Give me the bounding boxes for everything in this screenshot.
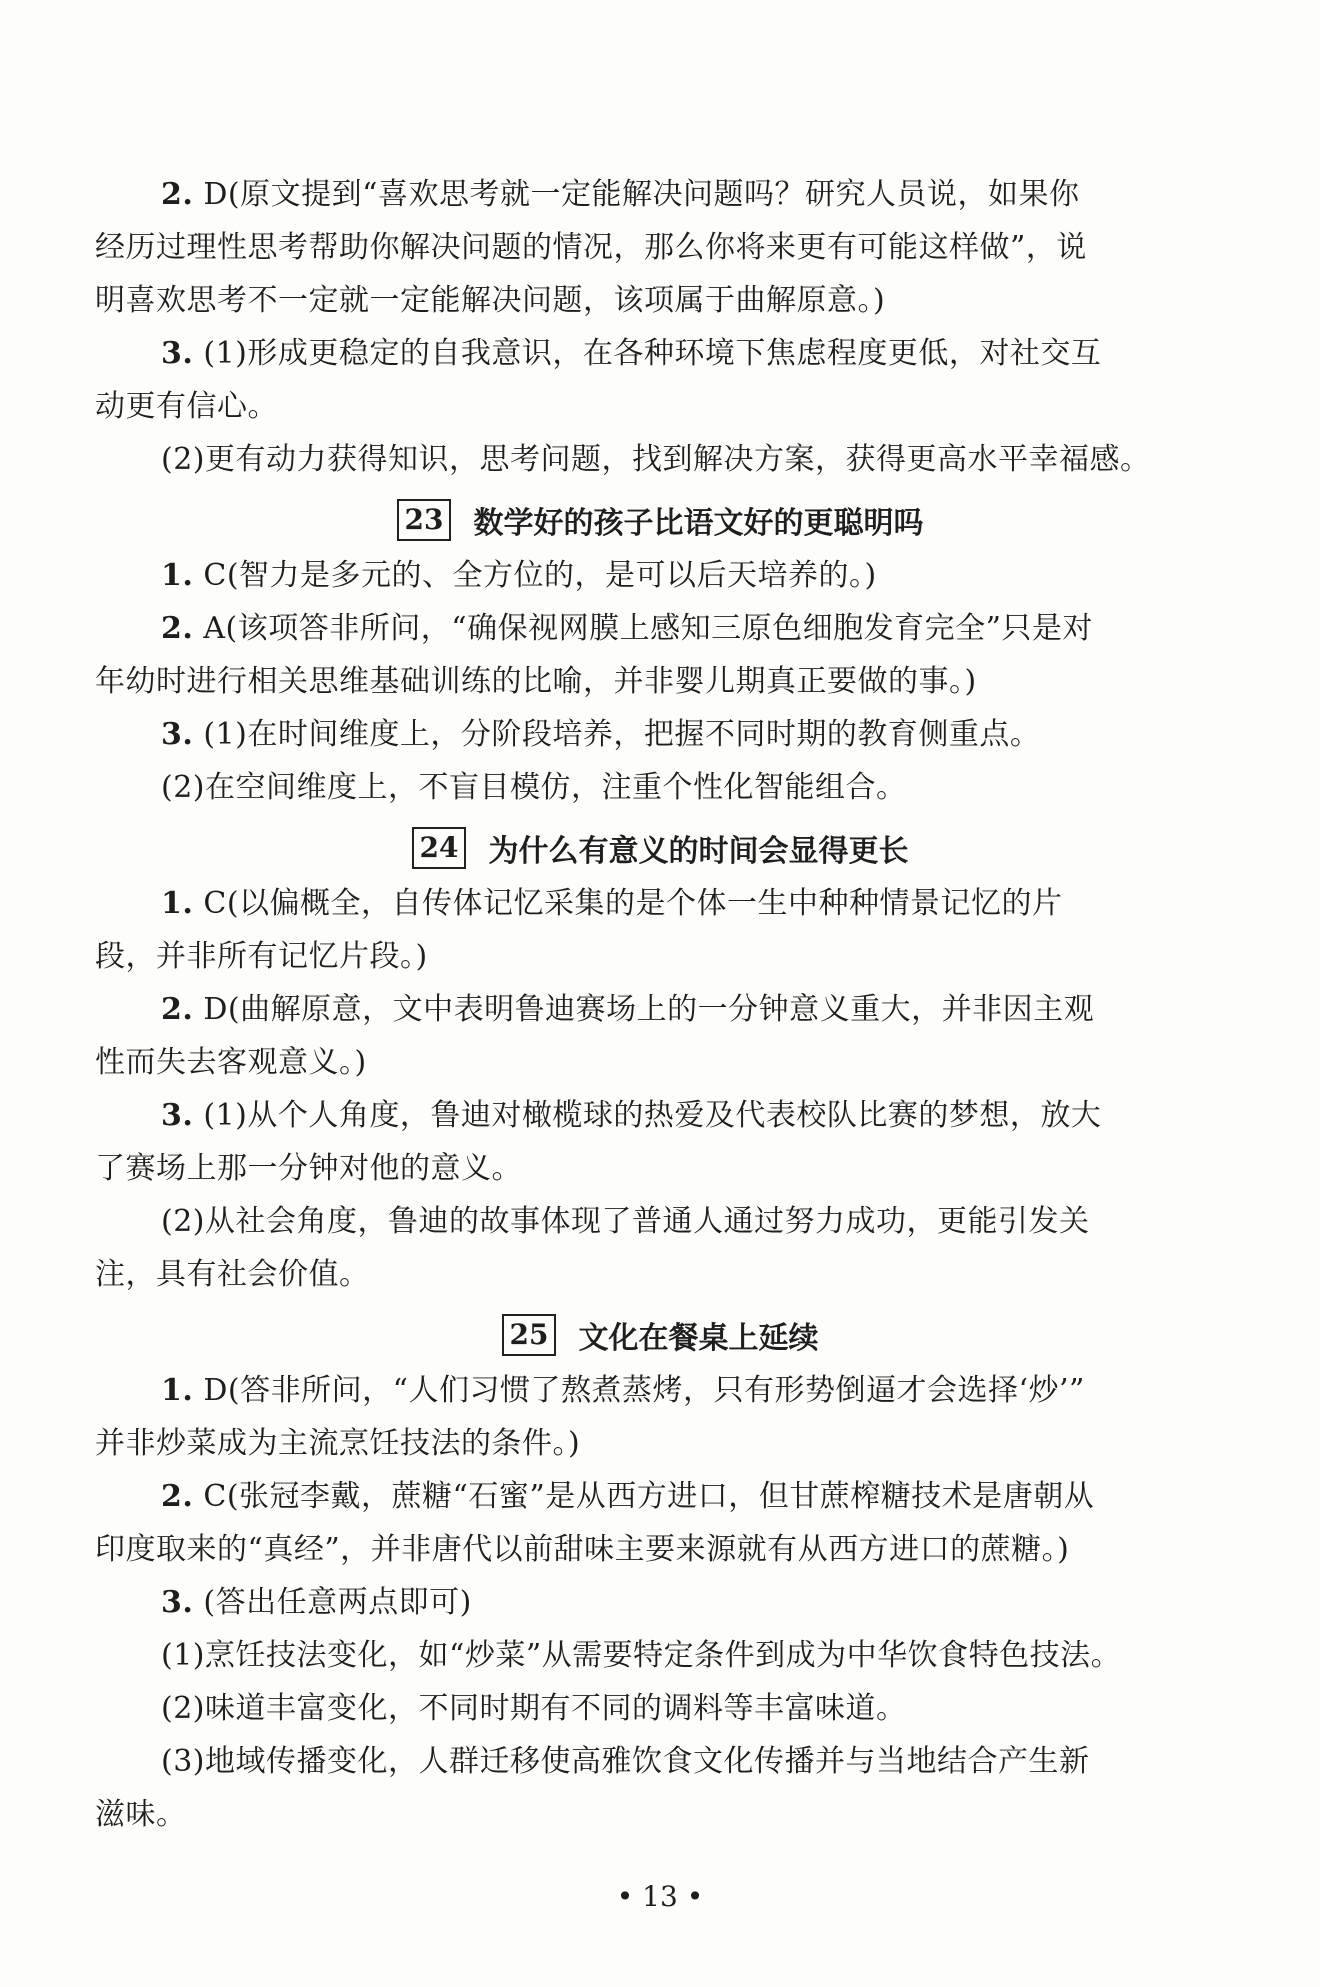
section-heading bbox=[95, 487, 1225, 552]
answer-text: (答出任意两点即可) bbox=[203, 1585, 472, 1620]
answer-text: D(原文提到“喜欢思考就一定能解决问题吗？研究人员说，如果你 bbox=[203, 177, 1080, 212]
answer-text: (1)在时间维度上，分阶段培养，把握不同时期的教育侧重点。 bbox=[203, 717, 1041, 752]
answer-text: (2)更有动力获得知识，思考问题，找到解决方案，获得更高水平幸福感。 bbox=[161, 442, 1151, 477]
answer-text: C(智力是多元的、全方位的，是可以后天培养的。) bbox=[203, 558, 877, 593]
answer-line bbox=[95, 281, 1225, 334]
answer-line bbox=[95, 440, 1225, 493]
answer-line bbox=[95, 228, 1225, 281]
answer-text: 性而失去客观意义。) bbox=[95, 1045, 367, 1080]
question-number: 1. bbox=[161, 558, 194, 593]
answer-text: (3)地域传播变化，人群迁移使高雅饮食文化传播并与当地结合产生新 bbox=[161, 1744, 1090, 1779]
section-heading bbox=[95, 815, 1225, 880]
question-number: 3. bbox=[161, 717, 194, 752]
section-number-box: 25 bbox=[502, 1314, 557, 1356]
answer-line bbox=[95, 937, 1225, 990]
answer-text: 滋味。 bbox=[95, 1797, 187, 1832]
answer-text: 了赛场上那一分钟对他的意义。 bbox=[95, 1151, 522, 1186]
answer-line bbox=[95, 715, 1225, 768]
answer-line bbox=[95, 662, 1225, 715]
answer-line bbox=[95, 556, 1225, 609]
answer-text: 印度取来的“真经”，并非唐代以前甜味主要来源就有从西方进口的蔗糖。) bbox=[95, 1532, 1070, 1567]
answer-text: C(张冠李戴，蔗糖“石蜜”是从西方进口，但甘蔗榨糖技术是唐朝从 bbox=[203, 1479, 1095, 1514]
answer-text: A(该项答非所问，“确保视网膜上感知三原色细胞发育完全”只是对 bbox=[203, 611, 1093, 646]
answer-page bbox=[95, 175, 1225, 1848]
answer-line bbox=[95, 1202, 1225, 1255]
answer-line bbox=[95, 334, 1225, 387]
section-title: 数学好的孩子比语文好的更聪明吗 bbox=[473, 505, 924, 541]
answer-text: (1)从个人角度，鲁迪对橄榄球的热爱及代表校队比赛的梦想，放大 bbox=[203, 1098, 1102, 1133]
answer-text: 动更有信心。 bbox=[95, 389, 278, 424]
section-title: 为什么有意义的时间会显得更长 bbox=[488, 833, 909, 869]
answer-line bbox=[95, 1371, 1225, 1424]
section-number-box: 24 bbox=[412, 827, 467, 869]
answer-line bbox=[95, 1477, 1225, 1530]
answer-line bbox=[95, 1742, 1225, 1795]
answer-text: D(曲解原意，文中表明鲁迪赛场上的一分钟意义重大，并非因主观 bbox=[203, 992, 1095, 1027]
answer-line bbox=[95, 1043, 1225, 1096]
question-number: 2. bbox=[161, 1479, 194, 1514]
section-heading bbox=[95, 1302, 1225, 1367]
answer-line bbox=[95, 609, 1225, 662]
answer-line bbox=[95, 1149, 1225, 1202]
answer-text: (1)形成更稳定的自我意识，在各种环境下焦虑程度更低，对社交互 bbox=[203, 336, 1102, 371]
answer-line bbox=[95, 1096, 1225, 1149]
answer-line bbox=[95, 1530, 1225, 1583]
question-number: 2. bbox=[161, 992, 194, 1027]
section-title: 文化在餐桌上延续 bbox=[578, 1320, 819, 1356]
answer-line bbox=[95, 990, 1225, 1043]
answer-text: (2)味道丰富变化，不同时期有不同的调料等丰富味道。 bbox=[161, 1691, 907, 1726]
answer-line bbox=[95, 175, 1225, 228]
answer-line bbox=[95, 1424, 1225, 1477]
answer-text: 段，并非所有记忆片段。) bbox=[95, 939, 428, 974]
answer-line bbox=[95, 387, 1225, 440]
answer-line bbox=[95, 1583, 1225, 1636]
answer-line bbox=[95, 1795, 1225, 1848]
answer-text: (2)在空间维度上，不盲目模仿，注重个性化智能组合。 bbox=[161, 770, 907, 805]
answer-text: C(以偏概全，自传体记忆采集的是个体一生中种种情景记忆的片 bbox=[203, 886, 1063, 921]
question-number: 3. bbox=[161, 336, 194, 371]
answer-text: 注，具有社会价值。 bbox=[95, 1257, 370, 1292]
question-number: 2. bbox=[161, 611, 194, 646]
answer-text: 并非炒菜成为主流烹饪技法的条件。) bbox=[95, 1426, 581, 1461]
page-number: • 13 • bbox=[616, 1880, 704, 1913]
answer-line bbox=[95, 768, 1225, 821]
question-number: 3. bbox=[161, 1098, 194, 1133]
question-number: 2. bbox=[161, 177, 194, 212]
section-number-box: 23 bbox=[397, 499, 452, 541]
answer-text: D(答非所问，“人们习惯了熬煮蒸烤，只有形势倒逼才会选择‘炒’” bbox=[203, 1373, 1085, 1408]
answer-text: 年幼时进行相关思维基础训练的比喻，并非婴儿期真正要做的事。) bbox=[95, 664, 977, 699]
answer-line bbox=[95, 1255, 1225, 1308]
answer-text: 明喜欢思考不一定就一定能解决问题，该项属于曲解原意。) bbox=[95, 283, 886, 318]
answer-text: 经历过理性思考帮助你解决问题的情况，那么你将来更有可能这样做”，说 bbox=[95, 230, 1087, 265]
question-number: 1. bbox=[161, 886, 194, 921]
answer-line bbox=[95, 884, 1225, 937]
answer-text: (2)从社会角度，鲁迪的故事体现了普通人通过努力成功，更能引发关 bbox=[161, 1204, 1090, 1239]
question-number: 3. bbox=[161, 1585, 194, 1620]
answer-text: (1)烹饪技法变化，如“炒菜”从需要特定条件到成为中华饮食特色技法。 bbox=[161, 1638, 1122, 1673]
answer-line bbox=[95, 1636, 1225, 1689]
question-number: 1. bbox=[161, 1373, 194, 1408]
answer-line bbox=[95, 1689, 1225, 1742]
